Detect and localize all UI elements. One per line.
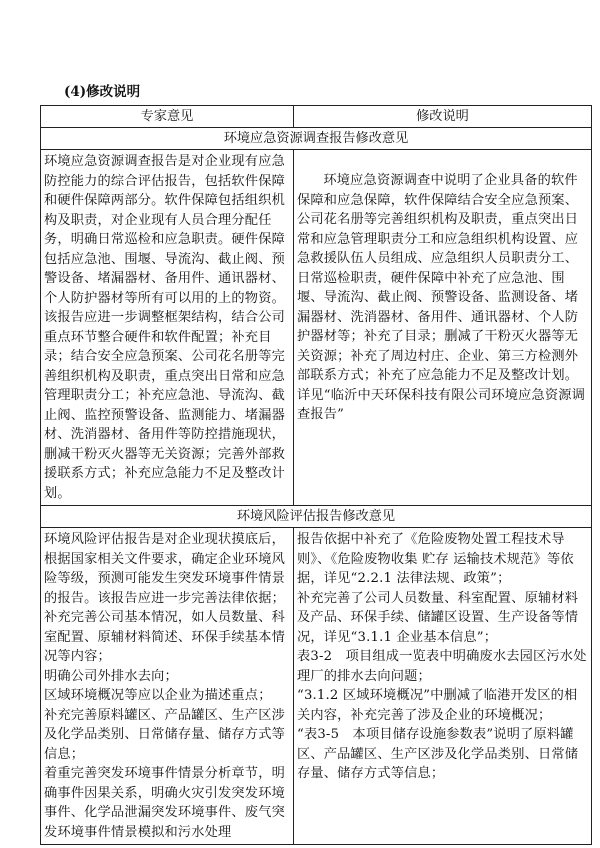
opinion-paragraph: 区域环境概况等应以企业为描述重点； [44, 688, 272, 703]
opinion-paragraph: 明确公司外排水去向； [44, 668, 178, 684]
explanation-paragraph: 补充完善了公司人员数量、科室配置、原辅材料及产品、环保手续、储罐区设置、生产设备等情况，详见“3.1.1 企业基本信息”； [297, 590, 579, 645]
explanation-paragraph: “3.1.2 区域环境概况”中删减了临港开发区的相关内容，补充完善了涉及企业的环境概况； [297, 688, 578, 723]
section-title-emergency-resources: 环境应急资源调查报告修改意见 [41, 128, 592, 150]
explanation-paragraph: 环境应急资源调查中说明了企业具备的软件保障和应急保障，软件保障结合安全应急预案、公司花名册等完善组织机构及职责，重点突出日常和应急管理职责分工和应急组织机构设置、应急救援队伍人员组成、应急组织人员职责分工、日常巡检职责，硬件保障中补充了应急池、围堰、导流沟、截止阀、预警设备、监测设备、堵漏器材、洗消器材、备用件、通讯器材、个人防护器材等；补充了目录；删减了干粉灭火器等无关资源；补充了周边村庄、企业、第三方检测外部联系方式；补充了应急能力不足及整改计划。详见“临沂中天环保科技有限公司环境应急资源调查报告” [297, 173, 586, 422]
explanation-cell [294, 150, 592, 506]
opinion-paragraph: 着重完善突发环境事件情景分析章节，明确事件因果关系，明确火灾引发突发环境事件、化学品泄漏突发环境事件、废气突发环境事件情景模拟和污水处理 [44, 766, 285, 840]
opinion-paragraph: 补充完善原料罐区、产品罐区、生产区涉及化学品类别、日常储存量、储存方式等信息； [44, 707, 285, 762]
explanation-paragraph: 表3-2 项目组成一览表中明确废水去园区污水处理厂的排水去向问题； [297, 649, 587, 684]
explanation-paragraph: “表3-5 本项目储存设施参数表”说明了原料罐区、产品罐区、生产区涉及化学品类别、日常储存量、储存方式等信息； [297, 727, 579, 781]
explanation-cell [294, 528, 592, 845]
header-expert-opinion: 专家意见 [41, 106, 294, 128]
table-row [41, 150, 592, 506]
revision-table [40, 105, 592, 845]
section-heading: (4)修改说明 [64, 84, 141, 100]
opinion-cell [41, 150, 294, 506]
explanation-paragraph: 报告依据中补充了《危险废物处置工程技术导则》、《危险废物收集 贮存 运输技术规范》等依据，详见“2.2.1 法律法规、政策”； [297, 532, 574, 586]
table-header-row [41, 106, 592, 128]
opinion-paragraph: 环境风险评估报告是对企业现状摸底后，根据国家相关文件要求，确定企业环境风险等级，预测可能发生突发环境事件情景的报告。该报告应进一步完善法律依据； [44, 532, 285, 606]
section-title-row [41, 128, 592, 150]
opinion-paragraph: 环境应急资源调查报告是对企业现有应急防控能力的综合评估报告，包括软件保障和硬件保障两部分。软件保障包括组织机构及职责，对企业现有人员合理分配任务，明确日常巡检和应急职责。硬件保障包括应急池、围堰、导流沟、截止阀、预警设备、堵漏器材、备用件、通讯器材、个人防护器材等所有可以用的上的物资。该报告应进一步调整框架结构，结合公司重点环节整合硬件和软件配置；补充目录；结合安全应急预案、公司花名册等完善组织机构及职责，重点突出日常和应急管理职责分工；补充应急池、导流沟、截止阀、监控预警设备、监测能力、堵漏器材、洗消器材、备用件等防控措施现状，删减干粉灭火器等无关资源；完善外部救援联系方式；补充应急能力不足及整改计划。 [44, 154, 285, 501]
section-title-risk-assessment: 环境风险评估报告修改意见 [41, 506, 592, 528]
opinion-paragraph: 补充完善公司基本情况，如人员数量、科室配置、原辅材料简述、环保手续基本情况等内容； [44, 610, 285, 664]
header-revision-explanation: 修改说明 [294, 106, 592, 128]
section-title-row [41, 506, 592, 528]
table-row [41, 528, 592, 845]
opinion-cell [41, 528, 294, 845]
